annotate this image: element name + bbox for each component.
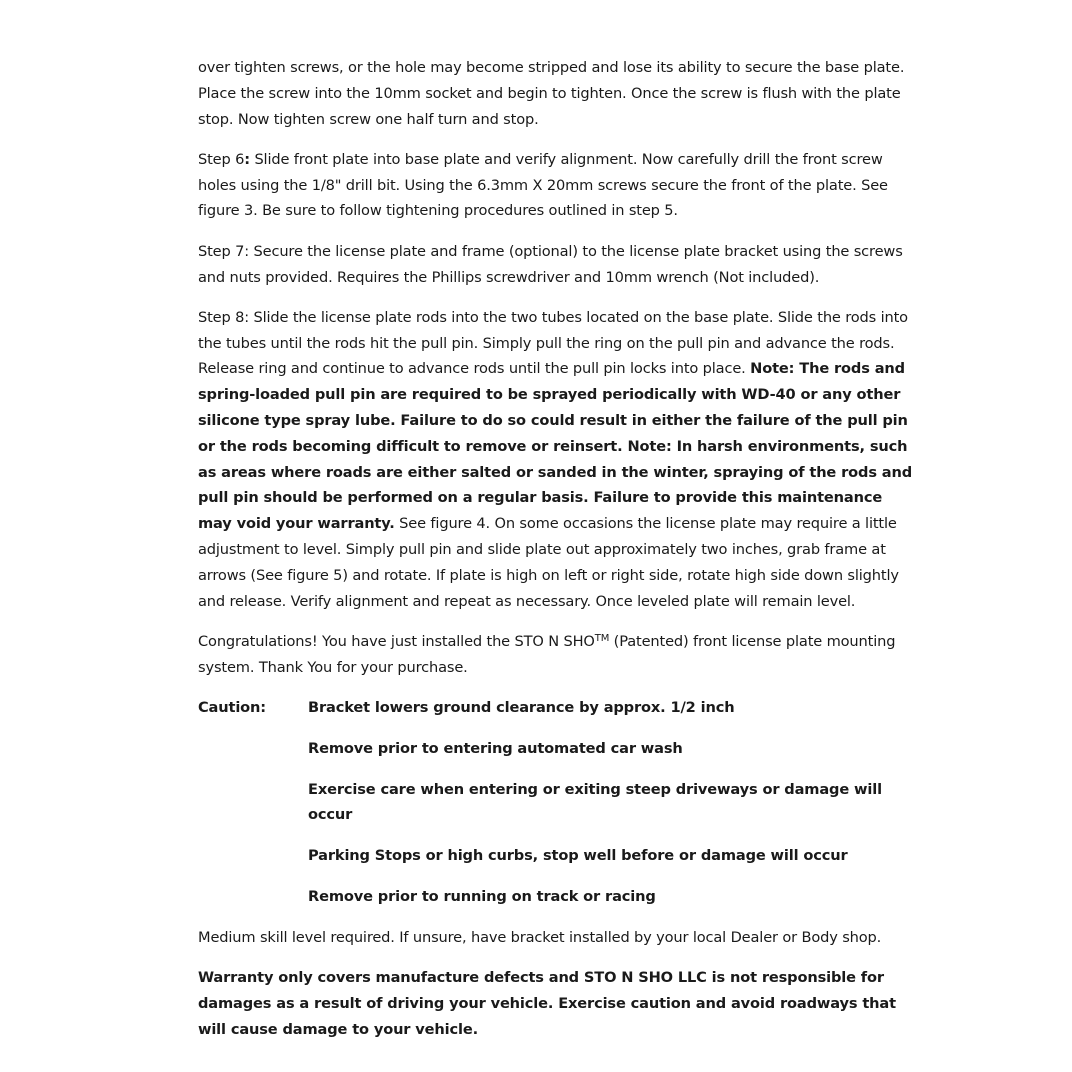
caution-item-text: Remove prior to running on track or racing: [308, 888, 656, 906]
congrats-before: Congratulations! You have just installed the STO N SHO: [198, 632, 595, 650]
caution-item: [198, 777, 918, 829]
skill-level-text: Medium skill level required. If unsure, have bracket installed by your local Dealer or Body shop.: [198, 928, 882, 946]
step-7-text: Step 7: Secure the license plate and frame (optional) to the license plate bracket using the screws and nuts provided. Requires the Phillips screwdriver and 10mm wrench (Not included).: [198, 242, 903, 286]
paragraph-skill-level: [198, 925, 918, 951]
caution-label-spacer: [198, 884, 308, 910]
step-6-colon: :: [244, 150, 250, 168]
caution-label-spacer: [198, 843, 308, 869]
paragraph-warranty: [198, 965, 918, 1042]
congrats-after: (Patented) front license plate mounting system. Thank You for your purchase.: [198, 632, 896, 676]
paragraph-step-6: [198, 147, 918, 224]
tightening-text: over tighten screws, or the hole may become stripped and lose its ability to secure the base plate. Place the screw into the 10mm socket and begin to tighten. Once the screw is flush with the plate stop. Now tighten screw one half turn and stop.: [198, 59, 905, 128]
caution-item: [198, 884, 918, 910]
step-6-text: Slide front plate into base plate and verify alignment. Now carefully drill the front screw holes using the 1/8" drill bit. Using the 6.3mm X 20mm screws secure the front of the plate. See figure 3. Be sure to follow tightening procedures outlined in step 5.: [198, 150, 888, 220]
paragraph-congratulations: [198, 629, 918, 681]
caution-item-text: Bracket lowers ground clearance by approx. 1/2 inch: [308, 699, 735, 717]
step-8-intro: Step 8: Slide the license plate rods into the two tubes located on the base plate. Slide the rods into the tubes until the rods hit the pull pin. Simply pull the ring on the pull pin and advance the rods. Release ring and continue to advance rods until the pull pin locks into place.: [198, 308, 908, 378]
caution-item: [198, 843, 918, 869]
document-page: [198, 55, 918, 1057]
paragraph-step-8: [198, 305, 918, 615]
caution-label-spacer: [198, 777, 308, 829]
step-8-maintenance-note: Note: The rods and spring-loaded pull pin are required to be sprayed periodically with WD-40 or any other silicone type spray lube. Failure to do so could result in either the failure of the pull pin or the rods becoming difficult to remove or reinsert. Note: In harsh environments, such as areas where roads are either salted or sanded in the winter, spraying of the rods and pull pin should be performed on a regular basis. Failure to provide this maintenance may void your warranty.: [198, 360, 913, 533]
step-8-outro: See figure 4. On some occasions the license plate may require a little adjustment to level. Simply pull pin and slide plate out approximately two inches, grab frame at arrows (See figure 5) and rotate. If plate is high on left or right side, rotate high side down slightly and release. Verify alignment and repeat as necessary. Once leveled plate will remain level.: [198, 515, 899, 610]
caution-label: Caution:: [198, 699, 266, 717]
trademark-mark: TM: [594, 632, 610, 644]
caution-block: [198, 695, 918, 910]
caution-item-text: Parking Stops or high curbs, stop well before or damage will occur: [308, 847, 848, 865]
caution-label-spacer: [198, 736, 308, 762]
caution-item: [198, 736, 918, 762]
caution-item-text: Exercise care when entering or exiting steep driveways or damage will occur: [308, 780, 882, 824]
caution-item-text: Remove prior to entering automated car wash: [308, 739, 683, 757]
caution-item: [198, 695, 918, 721]
paragraph-step-7: [198, 239, 918, 291]
warranty-text: Warranty only covers manufacture defects and STO N SHO LLC is not responsible for damages as a result of driving your vehicle. Exercise caution and avoid roadways that will cause damage to your vehicle.: [198, 969, 896, 1038]
paragraph-tightening: [198, 55, 918, 132]
step-6-label: Step 6: [198, 150, 245, 168]
